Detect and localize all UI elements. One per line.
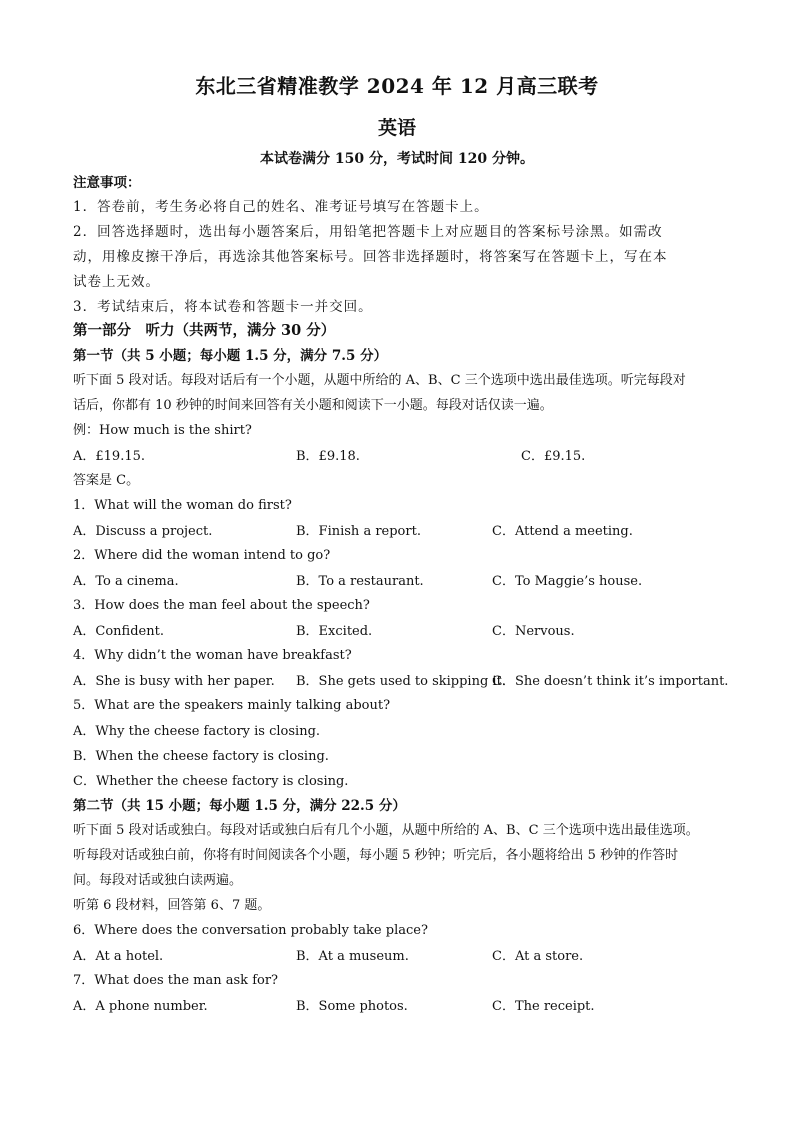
question-1-option-a: A．Discuss a project.: [73, 524, 213, 539]
subject-title: 英语: [377, 117, 416, 139]
question-2-option-b: B．To a restaurant.: [296, 574, 424, 589]
question-7-option-b: B．Some photos.: [296, 999, 408, 1014]
example-option-c: C．£9.15.: [521, 449, 586, 464]
question-2: 2．Where did the woman intend to go?: [73, 548, 331, 563]
question-5-option-c: C．Whether the cheese factory is closing.: [73, 774, 349, 789]
exam-title: 东北三省精准教学 2024 年 12 月高三联考: [195, 74, 599, 98]
section1-instructions-line-2: 话后，你都有 10 秒钟的时间来回答有关小题和阅读下一小题。每段对话仅读一遍。: [73, 398, 553, 413]
question-4-option-a: A．She is busy with her paper.: [73, 674, 275, 689]
question-1-option-c: C．Attend a meeting.: [492, 524, 633, 539]
section2-instructions-line-1: 听下面 5 段对话或独白。每段对话或独白后有几个小题，从题中所给的 A、B、C 三个选项中选出最佳选项。: [73, 823, 699, 838]
question-3-option-c: C．Nervous.: [492, 624, 575, 639]
question-7: 7．What does the man ask for?: [73, 973, 279, 988]
question-2-option-c: C．To Maggie’s house.: [492, 574, 643, 589]
question-3: 3．How does the man feel about the speech?: [73, 598, 370, 613]
question-4: 4．Why didn’t the woman have breakfast?: [73, 648, 352, 663]
question-6-option-b: B．At a museum.: [296, 949, 409, 964]
question-4-option-b: B．She gets used to skipping it.: [296, 674, 506, 689]
question-3-option-a: A．Confident.: [73, 624, 164, 639]
question-5-option-b: B．When the cheese factory is closing.: [73, 749, 329, 764]
example-answer: 答案是 C。: [73, 473, 140, 488]
question-7-option-c: C．The receipt.: [492, 999, 595, 1014]
notice-heading: 注意事项：: [73, 175, 141, 191]
question-5: 5．What are the speakers mainly talking about?: [73, 698, 391, 713]
question-1-option-b: B．Finish a report.: [296, 524, 421, 539]
example-question: 例：How much is the shirt?: [73, 423, 252, 438]
question-6: 6．Where does the conversation probably take place?: [73, 923, 428, 938]
notice-item-3: 3．考试结束后，将本试卷和答题卡一并交回。: [73, 299, 373, 315]
question-7-option-a: A．A phone number.: [73, 999, 208, 1014]
section2-instructions-line-3: 间。每段对话或独白读两遍。: [73, 873, 243, 888]
score-time-line: 本试卷满分 150 分，考试时间 120 分钟。: [260, 151, 534, 167]
question-6-option-a: A．At a hotel.: [73, 949, 164, 964]
notice-item-1: 1．答卷前，考生务必将自己的姓名、准考证号填写在答题卡上。: [73, 199, 489, 215]
section2-heading: 第二节（共 15 小题；每小题 1.5 分，满分 22.5 分）: [73, 798, 406, 814]
section2-instructions-line-2: 听每段对话或独白前，你将有时间阅读各个小题，每小题 5 秒钟；听完后，各小题将给出 5 秒钟的作答时: [73, 848, 679, 863]
question-1: 1．What will the woman do first?: [73, 498, 292, 513]
notice-item-2-line-1: 2．回答选择题时，选出每小题答案后，用铅笔把答题卡上对应题目的答案标号涂黑。如需改: [73, 224, 663, 240]
example-option-a: A．£19.15.: [73, 449, 146, 464]
material-6-instruction: 听第 6 段材料，回答第 6、7 题。: [73, 898, 271, 913]
section1-heading: 第一节（共 5 小题；每小题 1.5 分，满分 7.5 分）: [73, 348, 388, 364]
part1-heading: 第一部分 听力（共两节，满分 30 分）: [73, 322, 336, 339]
example-option-b: B．£9.18.: [296, 449, 360, 464]
notice-item-2-line-3: 试卷上无效。: [73, 274, 160, 290]
section1-instructions-line-1: 听下面 5 段对话。每段对话后有一个小题，从题中所给的 A、B、C 三个选项中选出最佳选项。听完每段对: [73, 373, 686, 388]
question-3-option-b: B．Excited.: [296, 624, 373, 639]
question-6-option-c: C．At a store.: [492, 949, 584, 964]
question-2-option-a: A．To a cinema.: [73, 574, 179, 589]
question-4-option-c: C．She doesn’t think it’s important.: [492, 674, 729, 689]
notice-item-2-line-2: 动，用橡皮擦干净后，再选涂其他答案标号。回答非选择题时，将答案写在答题卡上，写在本: [73, 249, 668, 265]
question-5-option-a: A．Why the cheese factory is closing.: [73, 724, 321, 739]
